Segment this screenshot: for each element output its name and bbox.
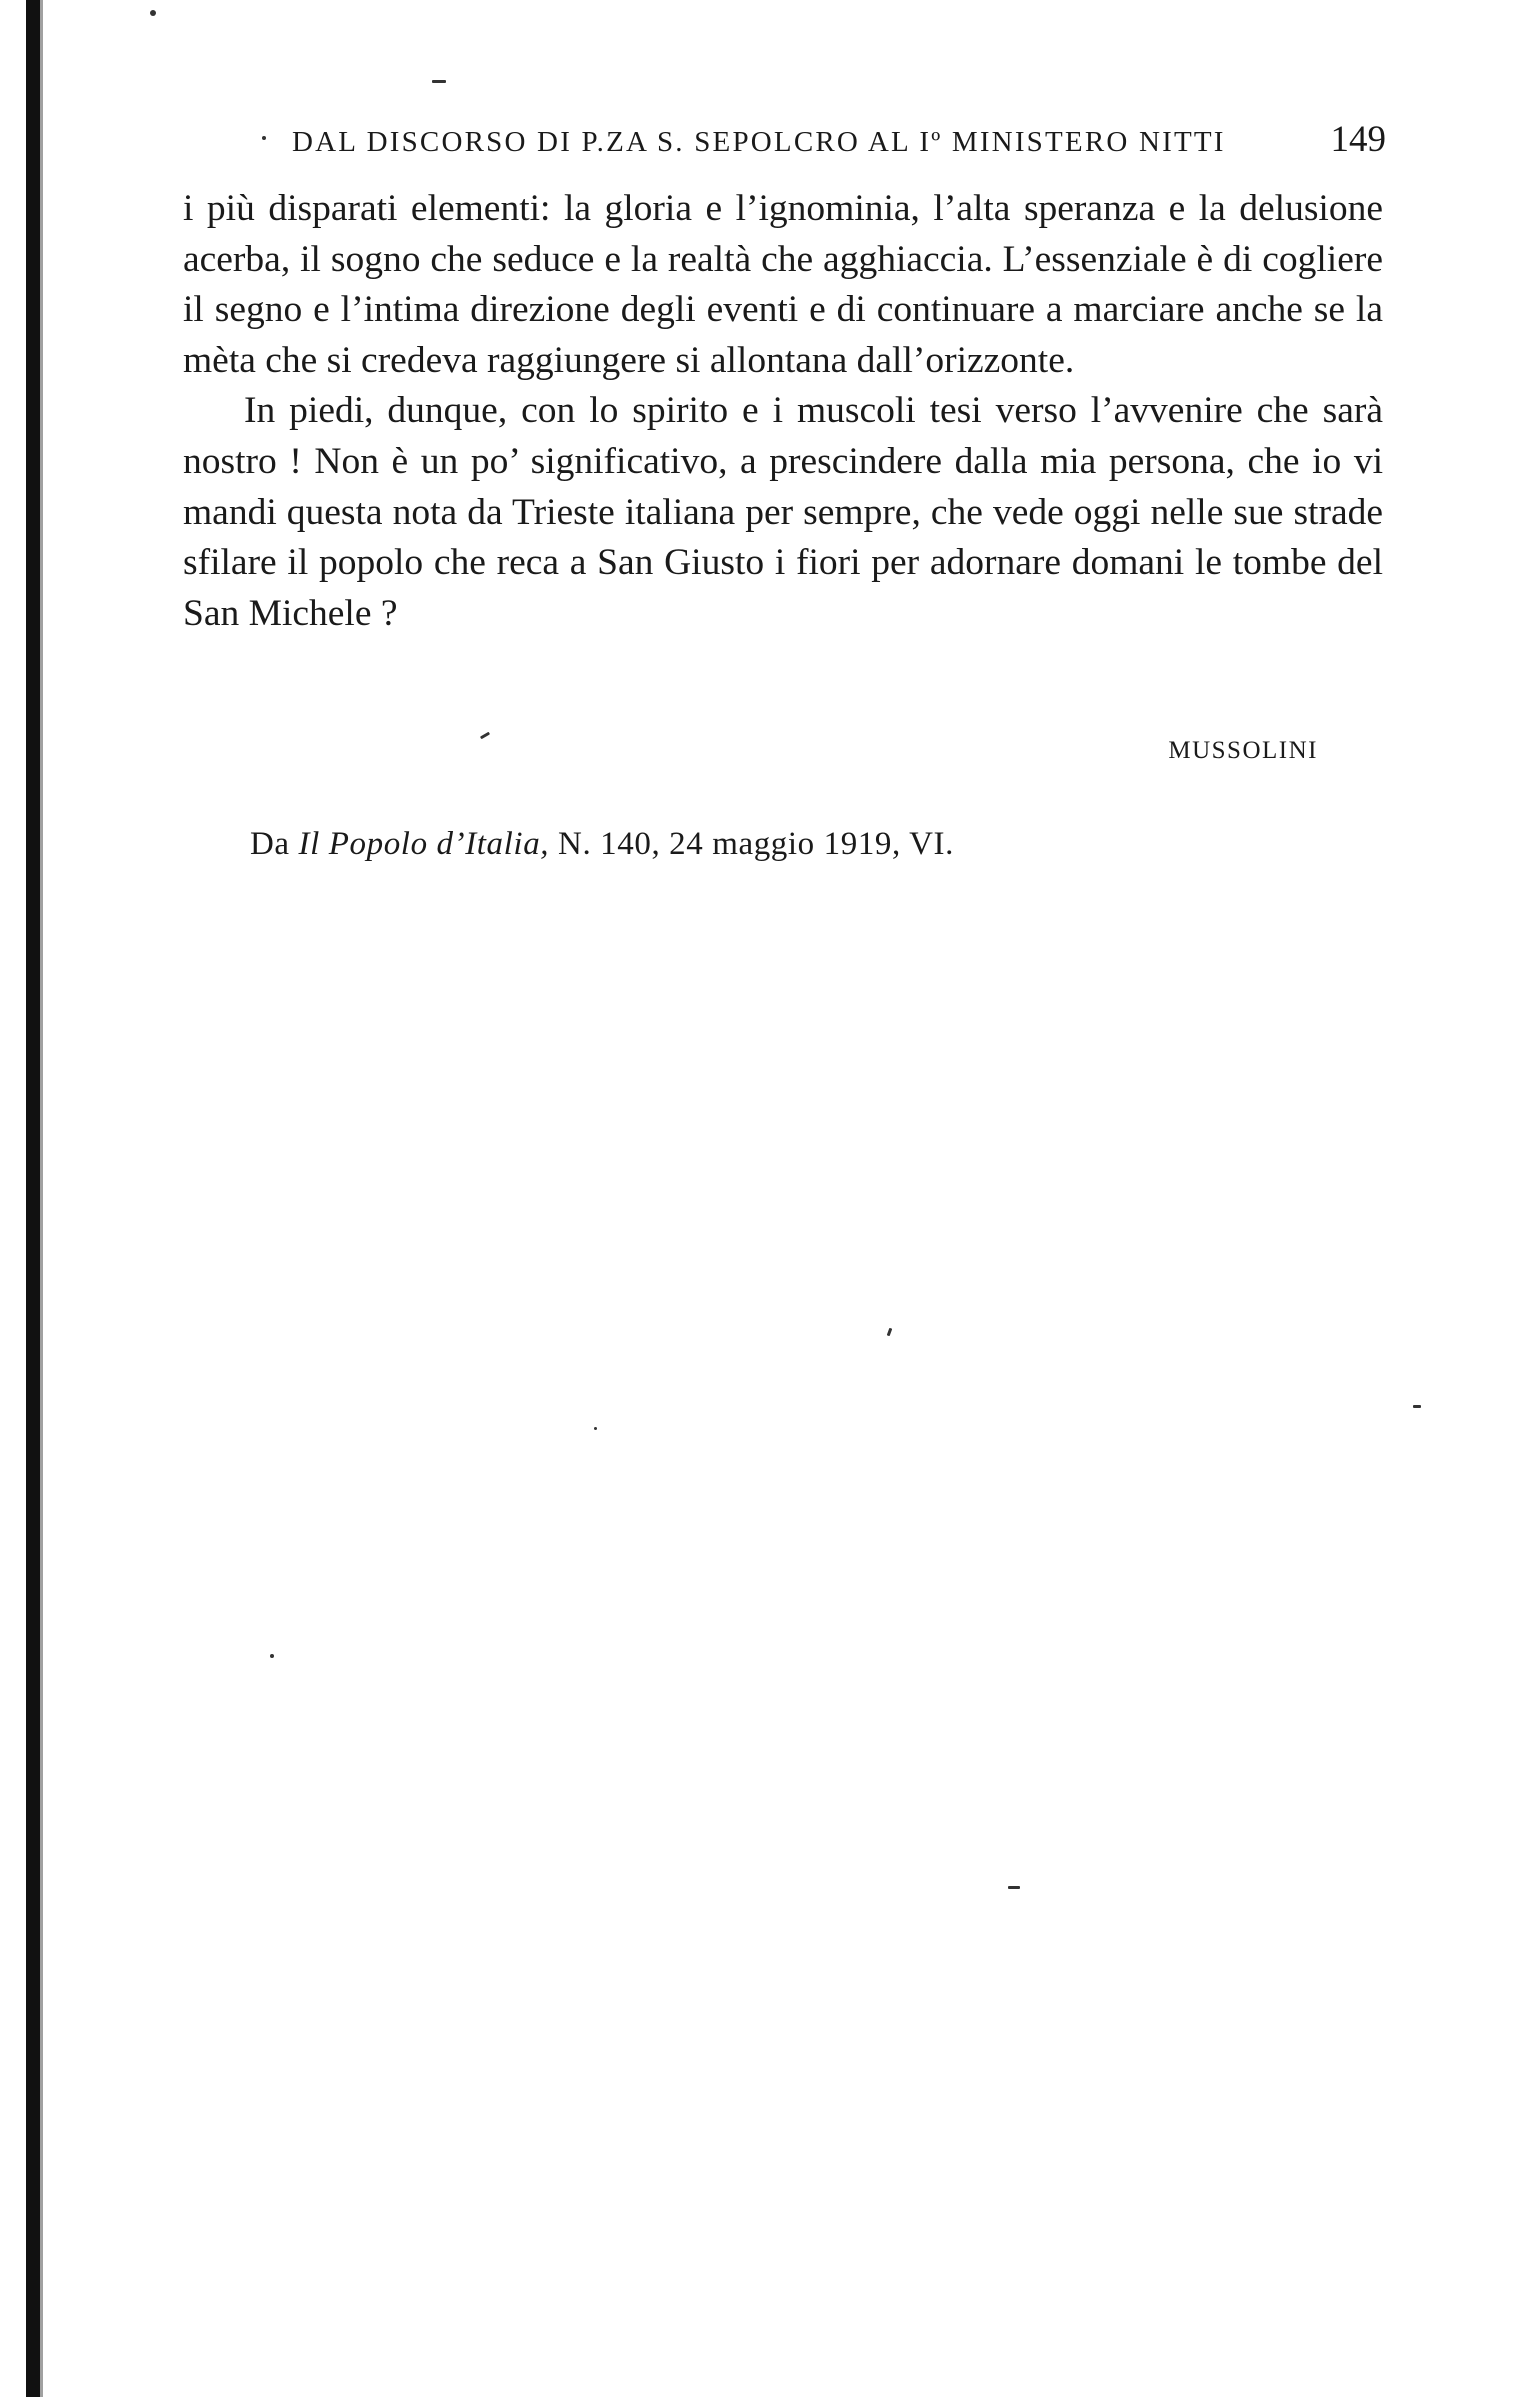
running-head-title: DAL DISCORSO DI P.ZA S. SEPOLCRO AL Iº MINISTERO NITTI [292, 126, 1226, 158]
scan-speck [270, 1654, 274, 1658]
scan-speck [1413, 1405, 1421, 1408]
running-head [292, 118, 1386, 168]
paragraph: In piedi, dunque, con lo spirito e i muscoli tesi verso l’avvenire che sarà nostro ! Non è un po’ significativo, a prescindere dalla mia persona, che io vi mandi questa nota da Trieste italiana per sempre, che vede oggi nelle sue strade sfilare il popolo che reca a San Giusto i fiori per adornare domani le tombe del San Michele ? [183, 390, 1383, 634]
scan-speck [887, 1328, 893, 1337]
page-number: 149 [1330, 119, 1386, 160]
book-spine-edge [40, 0, 43, 2397]
scan-speck [594, 1427, 597, 1430]
book-spine-shadow [26, 0, 40, 2397]
source-prefix: Da [250, 826, 299, 862]
scan-speck [432, 80, 446, 83]
source-citation [250, 826, 954, 863]
scan-speck [262, 136, 266, 140]
scan-speck [480, 732, 490, 740]
scan-speck [150, 10, 156, 16]
paragraph-continued: i più disparati elementi: la gloria e l’ignominia, l’alta speranza e la delusione acerba, il sogno che seduce e la realtà che agghiaccia. L’essenziale è di cogliere il segno e l’intima direzione degli eventi e di continuare a marciare anche se la mèta che si credeva raggiungere si allontana dall’orizzonte. [183, 188, 1383, 381]
scan-speck [1008, 1886, 1020, 1889]
body-text [183, 184, 1383, 639]
source-details: N. 140, 24 maggio 1919, VI. [549, 826, 954, 862]
author-signature: MUSSOLINI [1168, 737, 1318, 764]
source-publication: Il Popolo d’Italia, [298, 826, 550, 862]
